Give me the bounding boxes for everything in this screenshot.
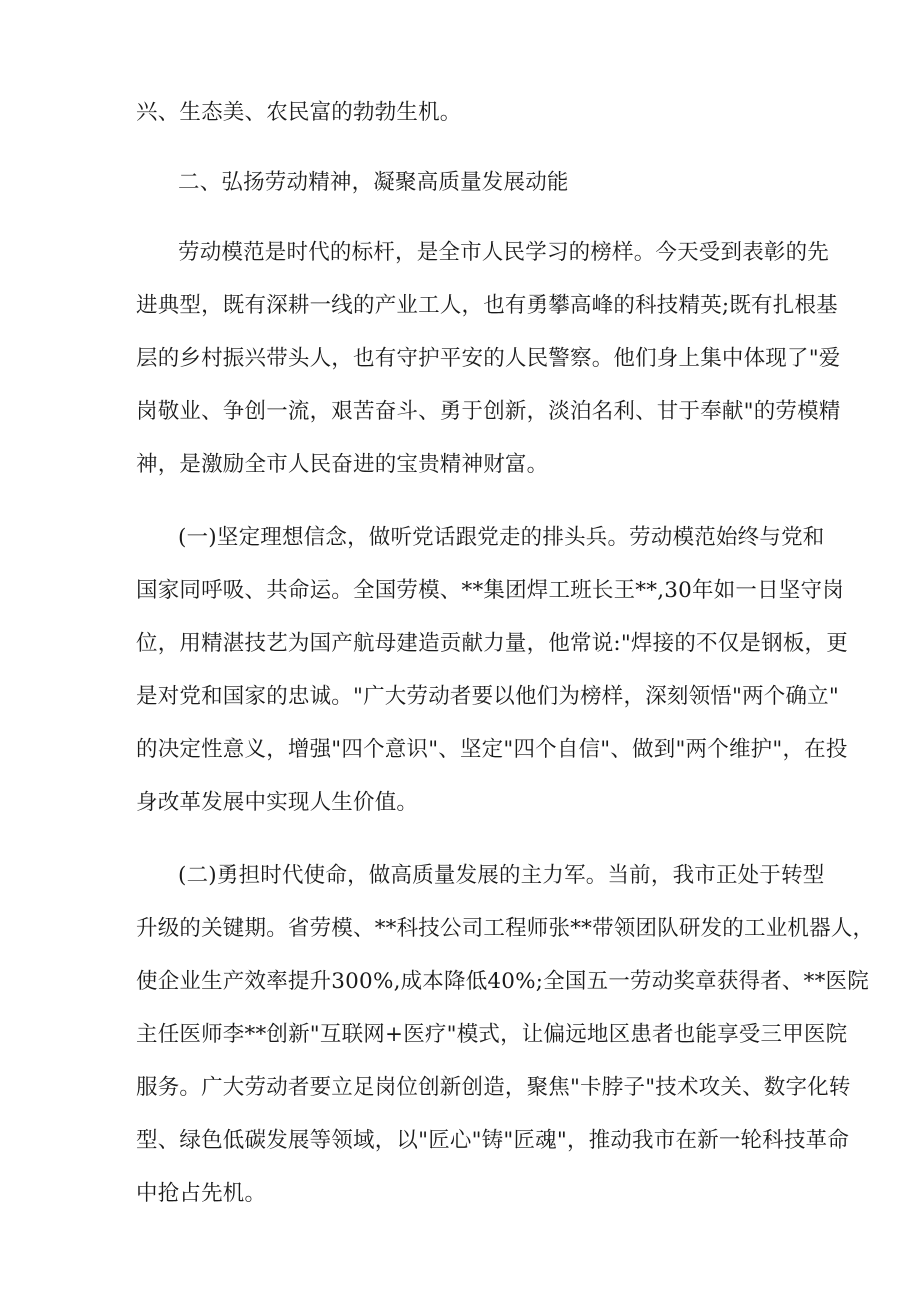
paragraph-3-line-7: 中抢占先机。 xyxy=(136,1181,267,1206)
paragraph-3-line-2: 升级的关键期。省劳模、**科技公司工程师张**带领团队研发的工业机器人， xyxy=(136,916,875,941)
paragraph-continuation-line: 兴、生态美、农民富的勃勃生机。 xyxy=(136,100,462,125)
paragraph-1-line-5: 神，是激励全市人民奋进的宝贵精神财富。 xyxy=(136,452,549,477)
paragraph-2-line-3: 位，用精湛技艺为国产航母建造贡献力量，他常说:"焊接的不仅是钢板，更 xyxy=(136,631,848,656)
paragraph-1-line-2: 进典型，既有深耕一线的产业工人，也有勇攀高峰的科技精英;既有扎根基 xyxy=(136,293,838,318)
paragraph-3-line-4: 主任医师李**创新"互联网+医疗"模式，让偏远地区患者也能享受三甲医院 xyxy=(136,1022,848,1047)
paragraph-2-line-1: (一)坚定理想信念，做听党话跟党走的排头兵。劳动模范始终与党和 xyxy=(178,525,825,550)
paragraph-3-line-5: 服务。广大劳动者要立足岗位创新创造，聚焦"卡脖子"技术攻关、数字化转 xyxy=(136,1075,851,1100)
paragraph-1-line-4: 岗敬业、争创一流，艰苦奋斗、勇于创新，淡泊名利、甘于奉献"的劳模精 xyxy=(136,399,841,424)
paragraph-1-line-3: 层的乡村振兴带头人，也有守护平安的人民警察。他们身上集中体现了"爱 xyxy=(136,346,841,371)
paragraph-3-line-6: 型、绿色低碳发展等领域，以"匠心"铸"匠魂"，推动我市在新一轮科技革命 xyxy=(136,1128,850,1153)
paragraph-2-line-6: 身改革发展中实现人生价值。 xyxy=(136,790,419,815)
section-heading: 二、弘扬劳动精神，凝聚高质量发展动能 xyxy=(178,170,569,195)
paragraph-2-line-5: 的决定性意义，增强"四个意识"、坚定"四个自信"、做到"两个维护"，在投 xyxy=(136,737,848,762)
paragraph-1-line-1: 劳动模范是时代的标杆，是全市人民学习的榜样。今天受到表彰的先 xyxy=(178,240,830,265)
paragraph-2-line-2: 国家同呼吸、共命运。全国劳模、**集团焊工班长王**,30年如一日坚守岗 xyxy=(136,578,844,603)
paragraph-3-line-1: (二)勇担时代使命，做高质量发展的主力军。当前，我市正处于转型 xyxy=(178,863,825,888)
paragraph-2-line-4: 是对党和国家的忠诚。"广大劳动者要以他们为榜样，深刻领悟"两个确立" xyxy=(136,684,839,709)
paragraph-3-line-3: 使企业生产效率提升300%,成本降低40%;全国五一劳动奖章获得者、**医院 xyxy=(136,969,869,994)
